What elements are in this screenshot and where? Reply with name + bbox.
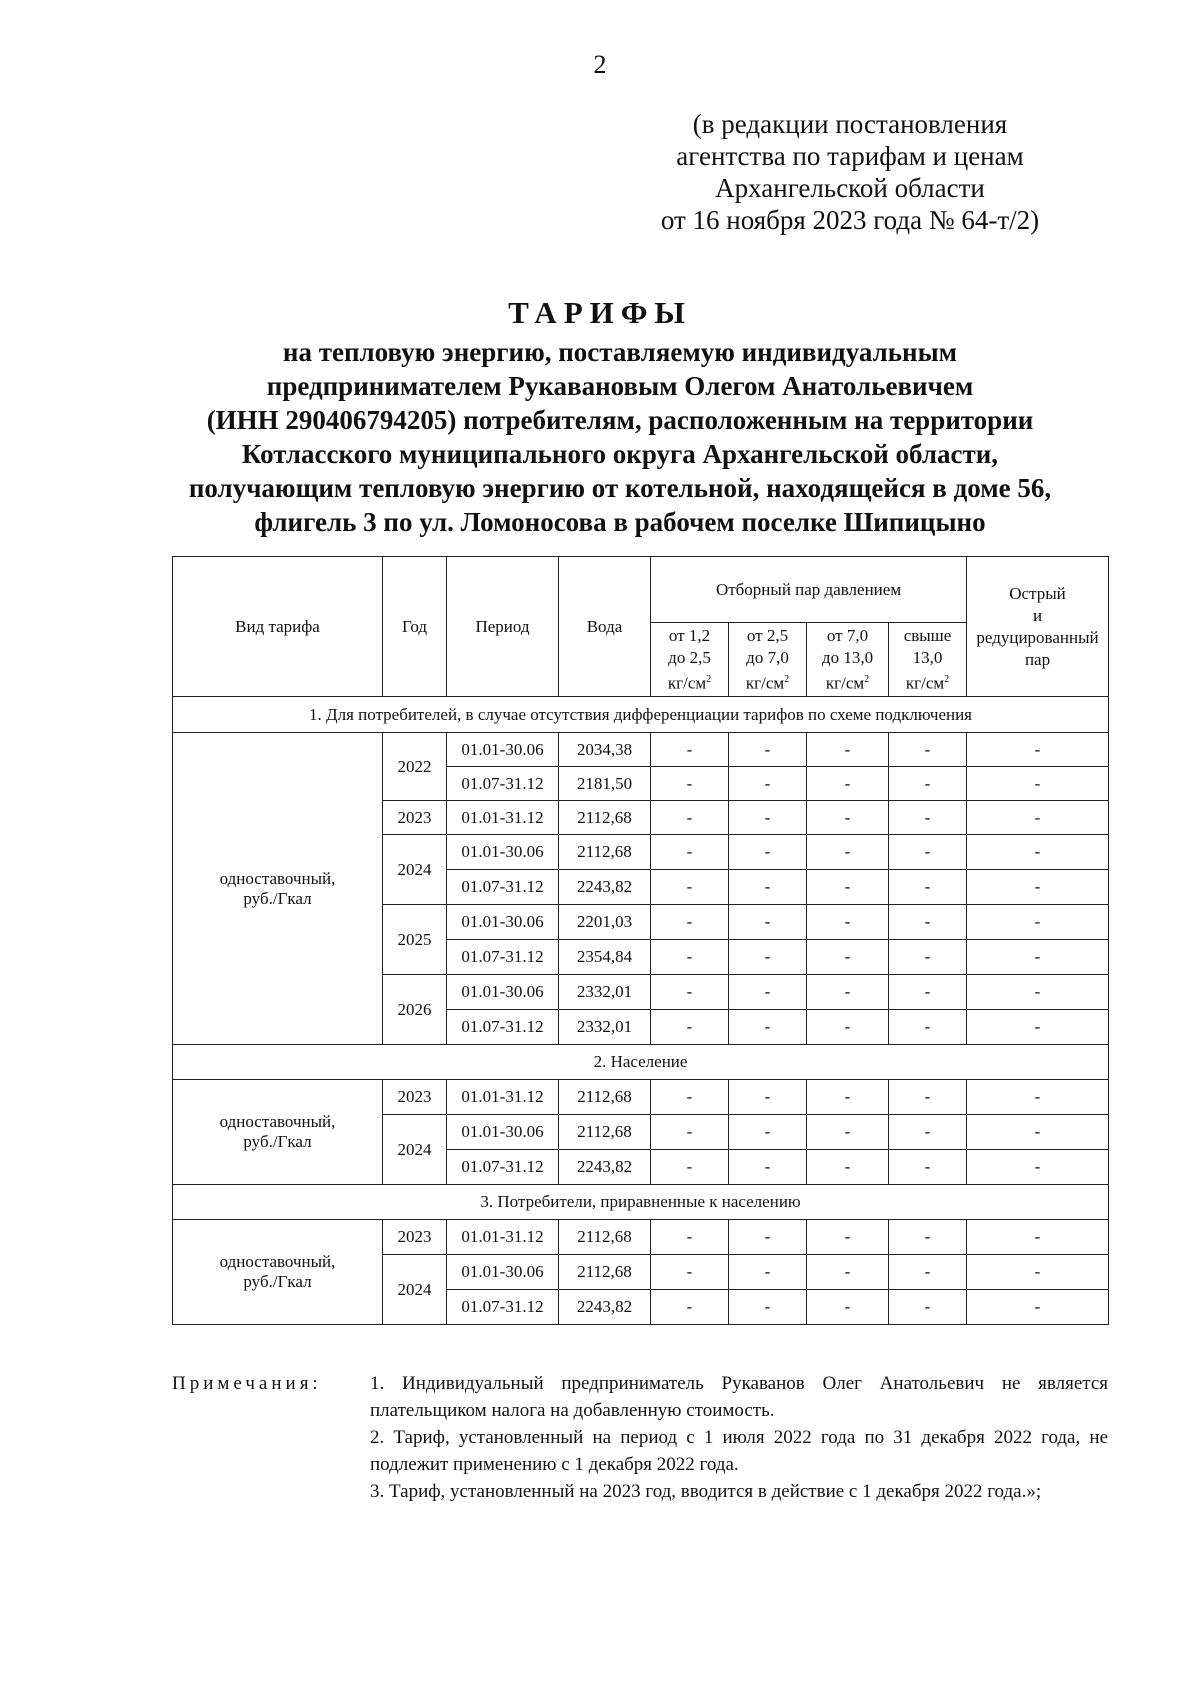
- dash-cell: -: [807, 1220, 889, 1255]
- header-sharp-line: и: [1032, 605, 1043, 625]
- dash-cell: -: [651, 1010, 729, 1045]
- water-cell: 2243,82: [559, 1150, 651, 1185]
- period-cell: 01.01-30.06: [447, 1255, 559, 1290]
- dash-cell: -: [889, 870, 967, 905]
- table-row: [173, 733, 1109, 767]
- dash-cell: -: [889, 975, 967, 1010]
- header-tariff-type: Вид тарифа: [173, 557, 383, 697]
- water-cell: 2181,50: [559, 767, 651, 801]
- header-sharp-line: пар: [1024, 649, 1051, 669]
- period-cell: 01.01-30.06: [447, 975, 559, 1010]
- dash-cell: -: [889, 767, 967, 801]
- header-steam-line: от 7,0: [826, 625, 869, 645]
- edition-line: (в редакции постановления: [692, 109, 1008, 139]
- header-steam-group: Отборный пар давлением: [651, 557, 967, 623]
- dash-cell: -: [807, 1150, 889, 1185]
- dash-cell: -: [729, 1010, 807, 1045]
- period-cell: 01.07-31.12: [447, 870, 559, 905]
- dash-cell: -: [967, 767, 1109, 801]
- dash-cell: -: [729, 975, 807, 1010]
- water-cell: 2243,82: [559, 870, 651, 905]
- dash-cell: -: [729, 1220, 807, 1255]
- dash-cell: -: [651, 733, 729, 767]
- table-row: [173, 1080, 1109, 1115]
- document-subtitle: [140, 335, 1100, 539]
- dash-cell: -: [651, 1150, 729, 1185]
- tariff-type-line: одноставочный,: [219, 1252, 336, 1271]
- unit-text: кг/см: [667, 673, 707, 693]
- period-cell: 01.07-31.12: [447, 1010, 559, 1045]
- water-cell: 2243,82: [559, 1290, 651, 1325]
- page-number: 2: [593, 50, 607, 79]
- dash-cell: -: [729, 1150, 807, 1185]
- year-cell: 2022: [383, 733, 447, 801]
- dash-cell: -: [807, 767, 889, 801]
- dash-cell: -: [967, 975, 1109, 1010]
- dash-cell: -: [807, 1010, 889, 1045]
- header-steam-line: 13,0: [912, 647, 943, 667]
- year-cell: 2023: [383, 1080, 447, 1115]
- dash-cell: -: [807, 1080, 889, 1115]
- tariff-type-cell: [173, 1080, 383, 1185]
- dash-cell: -: [807, 1115, 889, 1150]
- dash-cell: -: [807, 1290, 889, 1325]
- header-steam-unit: [729, 669, 806, 695]
- dash-cell: -: [967, 905, 1109, 940]
- unit-sup: 2: [784, 673, 790, 685]
- unit-sup: 2: [864, 673, 870, 685]
- dash-cell: -: [651, 1220, 729, 1255]
- water-cell: 2112,68: [559, 1080, 651, 1115]
- header-steam-unit: [807, 669, 888, 695]
- unit-sup: 2: [706, 673, 712, 685]
- water-cell: 2112,68: [559, 835, 651, 870]
- dash-cell: -: [729, 905, 807, 940]
- dash-cell: -: [807, 940, 889, 975]
- dash-cell: -: [651, 835, 729, 870]
- dash-cell: -: [807, 905, 889, 940]
- header-steam-line: до 13,0: [821, 647, 874, 667]
- dash-cell: -: [967, 940, 1109, 975]
- dash-cell: -: [889, 1150, 967, 1185]
- dash-cell: -: [807, 975, 889, 1010]
- header-steam-line: до 2,5: [668, 647, 711, 667]
- dash-cell: -: [889, 1290, 967, 1325]
- dash-cell: -: [889, 1010, 967, 1045]
- period-cell: 01.01-31.12: [447, 801, 559, 835]
- dash-cell: -: [889, 1255, 967, 1290]
- subtitle-line: (ИНН 290406794205) потребителям, расположенным на территории: [206, 405, 1034, 435]
- tariff-type-cell: [173, 1220, 383, 1325]
- dash-cell: -: [889, 905, 967, 940]
- water-cell: 2332,01: [559, 975, 651, 1010]
- dash-cell: -: [729, 835, 807, 870]
- dash-cell: -: [651, 767, 729, 801]
- unit-text: кг/см: [825, 673, 865, 693]
- dash-cell: -: [729, 940, 807, 975]
- year-cell: 2024: [383, 1115, 447, 1185]
- dash-cell: -: [889, 801, 967, 835]
- dash-cell: -: [967, 1010, 1109, 1045]
- header-row-top: [173, 557, 1109, 623]
- header-water: Вода: [559, 557, 651, 697]
- dash-cell: -: [729, 1290, 807, 1325]
- dash-cell: -: [729, 1080, 807, 1115]
- tariff-type-line: руб./Гкал: [243, 888, 312, 908]
- water-cell: 2112,68: [559, 801, 651, 835]
- dash-cell: -: [729, 801, 807, 835]
- period-cell: 01.07-31.12: [447, 1290, 559, 1325]
- water-cell: 2332,01: [559, 1010, 651, 1045]
- dash-cell: -: [651, 1290, 729, 1325]
- year-cell: 2024: [383, 1255, 447, 1325]
- section-title: 2. Население: [173, 1045, 1109, 1080]
- dash-cell: -: [889, 835, 967, 870]
- water-cell: 2112,68: [559, 1255, 651, 1290]
- section-title: 1. Для потребителей, в случае отсутствия дифференциации тарифов по схеме подключения: [173, 697, 1109, 733]
- period-cell: 01.01-30.06: [447, 835, 559, 870]
- dash-cell: -: [651, 975, 729, 1010]
- unit-text: кг/см: [905, 673, 945, 693]
- dash-cell: -: [967, 801, 1109, 835]
- tariff-table: [172, 556, 1109, 1325]
- dash-cell: -: [729, 1255, 807, 1290]
- period-cell: 01.07-31.12: [447, 940, 559, 975]
- dash-cell: -: [967, 1115, 1109, 1150]
- dash-cell: -: [729, 767, 807, 801]
- header-year: Год: [383, 557, 447, 697]
- dash-cell: -: [967, 1080, 1109, 1115]
- tariff-type-line: руб./Гкал: [243, 1272, 312, 1291]
- dash-cell: -: [651, 905, 729, 940]
- tariff-type-cell: [173, 733, 383, 1045]
- dash-cell: -: [967, 870, 1109, 905]
- dash-cell: -: [889, 733, 967, 767]
- water-cell: 2201,03: [559, 905, 651, 940]
- header-steam-line: до 7,0: [746, 647, 789, 667]
- subtitle-line: получающим тепловую энергию от котельной, находящейся в доме 56,: [188, 473, 1052, 503]
- dash-cell: -: [967, 1255, 1109, 1290]
- note-item: 3. Тариф, установленный на 2023 год, вводится в действие с 1 декабря 2022 года.»;: [370, 1481, 1042, 1502]
- dash-cell: -: [807, 801, 889, 835]
- year-cell: 2023: [383, 1220, 447, 1255]
- period-cell: 01.07-31.12: [447, 767, 559, 801]
- dash-cell: -: [651, 870, 729, 905]
- dash-cell: -: [729, 733, 807, 767]
- water-cell: 2112,68: [559, 1115, 651, 1150]
- unit-sup: 2: [944, 673, 950, 685]
- notes-label: Примечания:: [172, 1373, 322, 1394]
- header-steam-4: [889, 623, 967, 697]
- dash-cell: -: [729, 1115, 807, 1150]
- dash-cell: -: [807, 835, 889, 870]
- header-steam-unit: [889, 669, 966, 695]
- header-sharp-line: редуцированный: [976, 627, 1099, 647]
- header-period: Период: [447, 557, 559, 697]
- section-title: 3. Потребители, приравненные к населению: [173, 1185, 1109, 1220]
- section-row: [173, 1045, 1109, 1080]
- year-cell: 2025: [383, 905, 447, 975]
- note-item: 2. Тариф, установленный на период с 1 июля 2022 года по 31 декабря 2022 года, не подлежит применению с 1 декабря 2022 года.: [370, 1427, 1108, 1475]
- document-title: ТАРИФЫ: [508, 295, 692, 330]
- edition-note: [600, 108, 1100, 236]
- dash-cell: -: [967, 835, 1109, 870]
- tariff-type-line: руб./Гкал: [243, 1132, 312, 1151]
- subtitle-line: флигель 3 по ул. Ломоносова в рабочем поселке Шипицыно: [254, 507, 986, 537]
- edition-line: от 16 ноября 2023 года № 64-т/2): [660, 205, 1040, 235]
- dash-cell: -: [729, 870, 807, 905]
- dash-cell: -: [967, 1220, 1109, 1255]
- header-steam-1: [651, 623, 729, 697]
- dash-cell: -: [807, 733, 889, 767]
- year-cell: 2026: [383, 975, 447, 1045]
- dash-cell: -: [967, 1290, 1109, 1325]
- dash-cell: -: [651, 1080, 729, 1115]
- period-cell: 01.01-31.12: [447, 1080, 559, 1115]
- header-sharp-line: Острый: [1009, 583, 1066, 603]
- edition-line: агентства по тарифам и ценам: [676, 141, 1024, 171]
- unit-text: кг/см: [745, 673, 785, 693]
- dash-cell: -: [967, 1150, 1109, 1185]
- header-steam-line: от 1,2: [668, 625, 711, 645]
- dash-cell: -: [651, 801, 729, 835]
- dash-cell: -: [651, 940, 729, 975]
- water-cell: 2354,84: [559, 940, 651, 975]
- header-steam-2: [729, 623, 807, 697]
- dash-cell: -: [807, 870, 889, 905]
- period-cell: 01.01-30.06: [447, 1115, 559, 1150]
- dash-cell: -: [807, 1255, 889, 1290]
- tariff-type-line: одноставочный,: [219, 868, 336, 888]
- tariff-type-line: одноставочный,: [219, 1112, 336, 1131]
- period-cell: 01.01-30.06: [447, 905, 559, 940]
- period-cell: 01.01-31.12: [447, 1220, 559, 1255]
- notes-list: [370, 1370, 1108, 1505]
- subtitle-line: предпринимателем Рукавановым Олегом Анатольевичем: [266, 371, 974, 401]
- header-steam-line: от 2,5: [746, 625, 789, 645]
- water-cell: 2034,38: [559, 733, 651, 767]
- table-row: [173, 1220, 1109, 1255]
- dash-cell: -: [889, 1080, 967, 1115]
- header-steam-3: [807, 623, 889, 697]
- header-steam-line: свыше: [903, 625, 952, 645]
- dash-cell: -: [651, 1255, 729, 1290]
- dash-cell: -: [889, 940, 967, 975]
- header-sharp-steam: [967, 557, 1109, 697]
- water-cell: 2112,68: [559, 1220, 651, 1255]
- edition-line: Архангельской области: [715, 173, 985, 203]
- period-cell: 01.01-30.06: [447, 733, 559, 767]
- section-row: [173, 1185, 1109, 1220]
- year-cell: 2023: [383, 801, 447, 835]
- dash-cell: -: [889, 1220, 967, 1255]
- subtitle-line: на тепловую энергию, поставляемую индивидуальным: [282, 337, 958, 367]
- dash-cell: -: [967, 733, 1109, 767]
- period-cell: 01.07-31.12: [447, 1150, 559, 1185]
- dash-cell: -: [889, 1115, 967, 1150]
- note-item: 1. Индивидуальный предприниматель Рукаванов Олег Анатольевич не является плательщиком налога на добавленную стоимость.: [370, 1373, 1108, 1421]
- subtitle-line: Котласского муниципального округа Архангельской области,: [241, 439, 999, 469]
- year-cell: 2024: [383, 835, 447, 905]
- header-steam-unit: [651, 669, 728, 695]
- dash-cell: -: [651, 1115, 729, 1150]
- section-row: [173, 697, 1109, 733]
